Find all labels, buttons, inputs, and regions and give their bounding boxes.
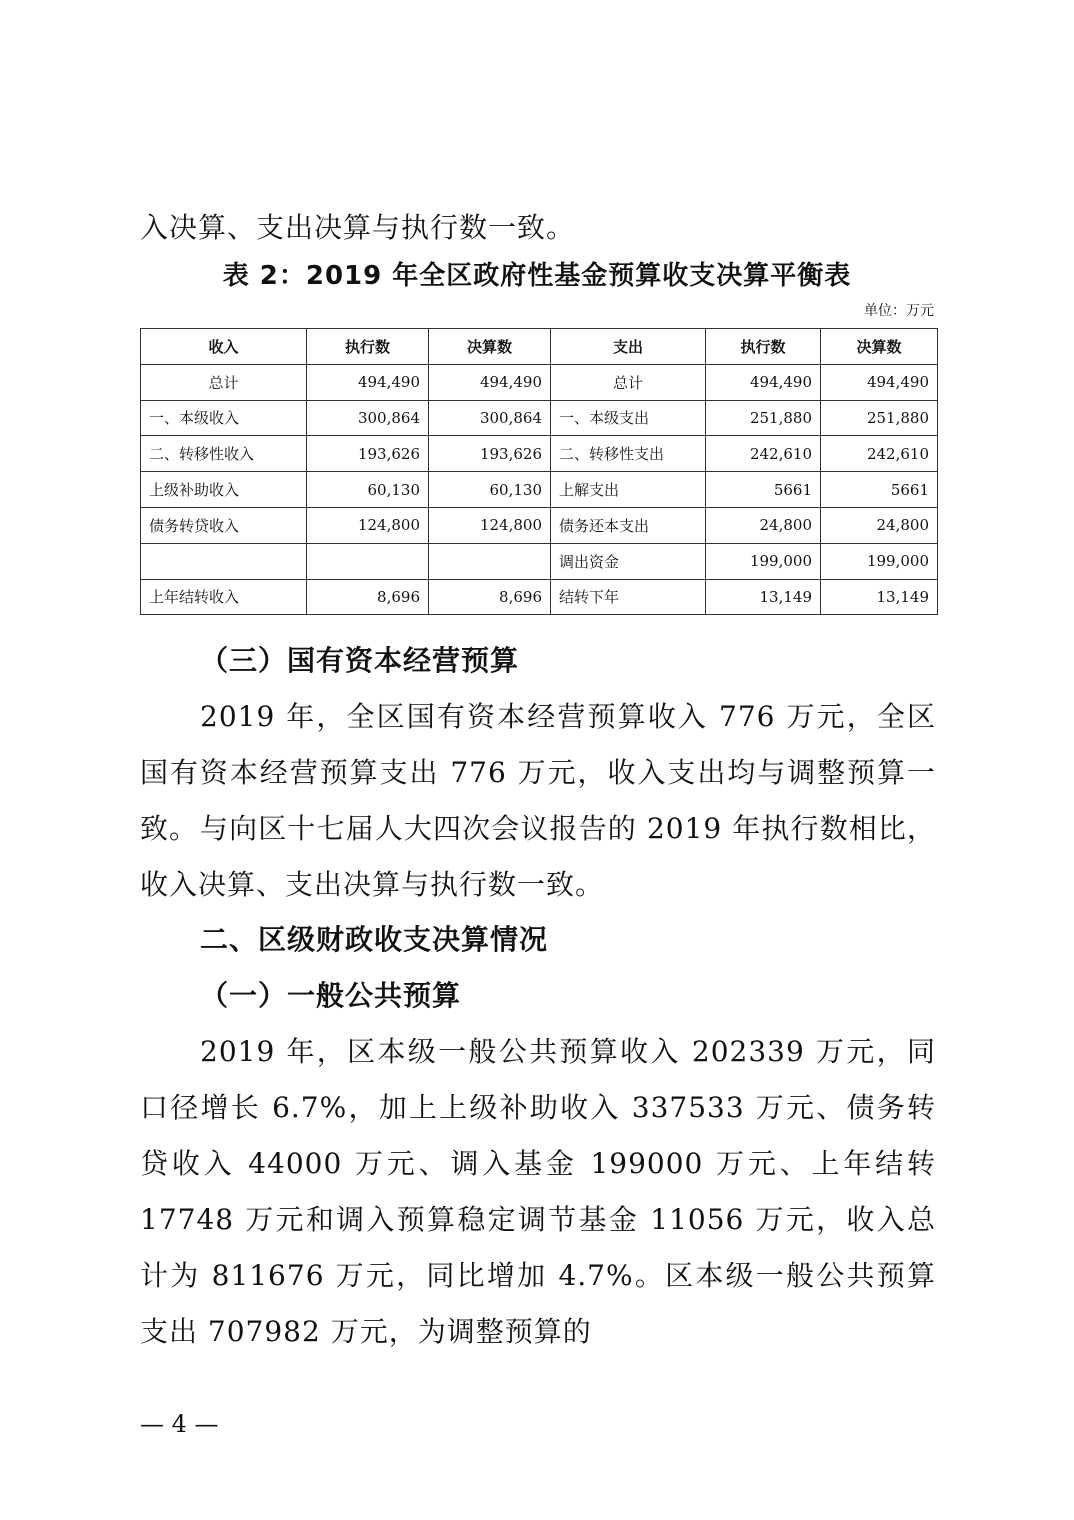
income-executed: 193,626	[307, 436, 429, 472]
expenditure-final: 5661	[821, 472, 938, 508]
income-executed: 300,864	[307, 400, 429, 436]
income-executed	[307, 543, 429, 579]
income-label: 债务转贷收入	[141, 507, 307, 543]
expenditure-executed: 24,800	[706, 507, 821, 543]
state-capital-paragraph-2: 与向区十七届人大四次会议报告的 2019 年执行数相比，收入决算、支出决算与执行数一致。	[140, 812, 936, 901]
income-final	[429, 543, 551, 579]
expenditure-executed: 13,149	[706, 579, 821, 615]
income-label: 总计	[141, 364, 307, 400]
income-label: 上年结转收入	[141, 579, 307, 615]
part-heading-district-fiscal: 二、区级财政收支决算情况	[200, 923, 549, 956]
table-row	[141, 543, 938, 579]
section-heading-state-capital: （三）国有资本经营预算	[200, 644, 520, 677]
general-budget-paragraph: 2019 年，区本级一般公共预算收入 202339 万元，同口径增长 6.7%，加上上级补助收入 337533 万元、债务转贷收入 44000 万元、调入基金 199000 万元、上年结转 17748 万元和调入预算稳定调节基金 11056 万元，收入总计为 811676 万元，同比增加 4.7%。区本级一般公共预算支出 707982 万元，为调整预算的	[140, 1035, 936, 1348]
header-income-final: 决算数	[429, 329, 551, 365]
income-final: 300,864	[429, 400, 551, 436]
expenditure-executed: 494,490	[706, 364, 821, 400]
expenditure-executed: 242,610	[706, 436, 821, 472]
table-row	[141, 400, 938, 436]
expenditure-executed: 5661	[706, 472, 821, 508]
expenditure-label: 债务还本支出	[551, 507, 706, 543]
expenditure-final: 13,149	[821, 579, 938, 615]
header-income-executed: 执行数	[307, 329, 429, 365]
expenditure-label: 结转下年	[551, 579, 706, 615]
table-row	[141, 436, 938, 472]
table-row	[141, 364, 938, 400]
expenditure-label: 调出资金	[551, 543, 706, 579]
income-executed: 8,696	[307, 579, 429, 615]
income-executed: 494,490	[307, 364, 429, 400]
header-expenditure-final: 决算数	[821, 329, 938, 365]
expenditure-final: 494,490	[821, 364, 938, 400]
income-final: 8,696	[429, 579, 551, 615]
expenditure-final: 242,610	[821, 436, 938, 472]
header-expenditure: 支出	[551, 329, 706, 365]
page-number: — 4 —	[140, 1410, 219, 1438]
income-final: 60,130	[429, 472, 551, 508]
expenditure-label: 一、本级支出	[551, 400, 706, 436]
income-final: 193,626	[429, 436, 551, 472]
income-final: 494,490	[429, 364, 551, 400]
balance-table	[140, 328, 938, 615]
expenditure-final: 199,000	[821, 543, 938, 579]
income-label: 二、转移性收入	[141, 436, 307, 472]
income-executed: 60,130	[307, 472, 429, 508]
table-header-row	[141, 329, 938, 365]
expenditure-executed: 251,880	[706, 400, 821, 436]
expenditure-label: 上解支出	[551, 472, 706, 508]
header-income: 收入	[141, 329, 307, 365]
expenditure-label: 总计	[551, 364, 706, 400]
table-row	[141, 472, 938, 508]
income-label: 一、本级收入	[141, 400, 307, 436]
table-row	[141, 579, 938, 615]
expenditure-label: 二、转移性支出	[551, 436, 706, 472]
income-label: 上级补助收入	[141, 472, 307, 508]
income-final: 124,800	[429, 507, 551, 543]
expenditure-executed: 199,000	[706, 543, 821, 579]
table-row	[141, 507, 938, 543]
expenditure-final: 251,880	[821, 400, 938, 436]
table-unit: 单位：万元	[864, 303, 934, 319]
top-paragraph: 入决算、支出决算与执行数一致。	[140, 211, 576, 244]
state-capital-paragraph-1: 2019 年，全区国有资本经营预算收入 776 万元，全区国有资本经营预算支出 776 万元，收入支出均与调整预算一致。	[140, 700, 936, 845]
income-executed: 124,800	[307, 507, 429, 543]
section-heading-general-public-budget: （一）一般公共预算	[200, 979, 462, 1012]
table-title: 表 2：2019 年全区政府性基金预算收支决算平衡表	[222, 261, 852, 291]
expenditure-final: 24,800	[821, 507, 938, 543]
header-expenditure-executed: 执行数	[706, 329, 821, 365]
income-label	[141, 543, 307, 579]
